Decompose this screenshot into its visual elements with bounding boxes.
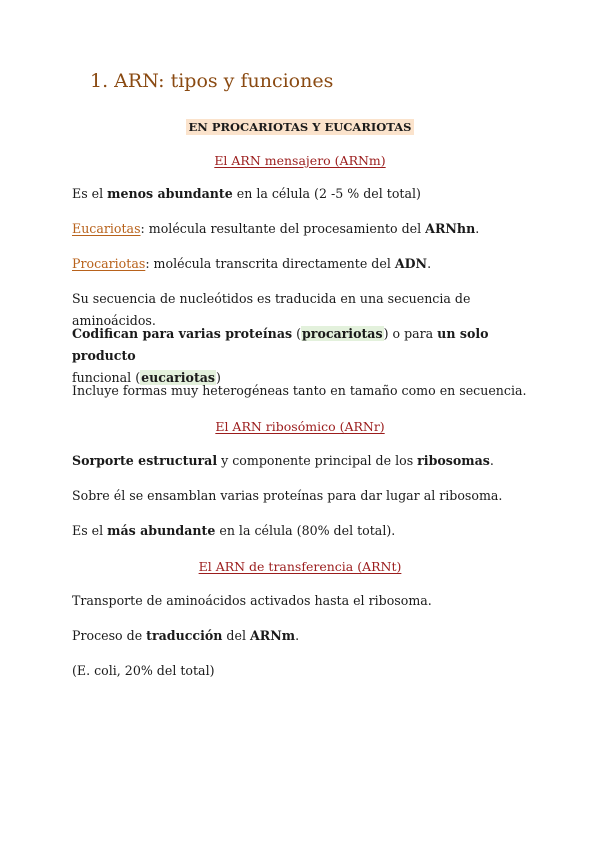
heading-arn-transferencia: El ARN de transferencia (ARNt): [198, 559, 402, 574]
paragraph-arnt-transporte: Transporte de aminoácidos activados hasta el ribosoma.: [72, 593, 432, 608]
text: Es el: [72, 523, 108, 538]
term-procariotas: Procariotas: [72, 256, 146, 271]
paragraph-arnr-soporte: [72, 450, 542, 472]
paragraph-arnm-abundance: [72, 183, 542, 205]
heading-row-arnr: [0, 416, 600, 435]
text: en la célula (2 -5 % del total): [232, 186, 421, 201]
heading-row-arnm: [0, 150, 600, 169]
text: del: [222, 628, 250, 643]
paragraph-arnr-ensamblan: Sobre él se ensamblan varias proteínas para dar lugar al ribosoma.: [72, 488, 503, 503]
paragraph-arnt-proceso: [72, 625, 542, 647]
bold-text: Codifican para varias proteínas: [72, 326, 293, 341]
text: .: [427, 256, 432, 271]
text: (: [292, 326, 301, 341]
text: Proceso de: [72, 628, 147, 643]
bold-text: ADN: [394, 256, 428, 271]
bold-text: Sorporte estructural: [72, 453, 218, 468]
bold-text: ARNm: [249, 628, 296, 643]
bold-text: más abundante: [107, 523, 216, 538]
highlight-procariotas: procariotas: [302, 326, 383, 341]
text: .: [475, 221, 480, 236]
bold-text: ARNhn: [425, 221, 476, 236]
paragraph-arnt-ecoli: (E. coli, 20% del total): [72, 663, 215, 678]
text: ): [216, 370, 221, 385]
banner-row: [0, 116, 600, 135]
paragraph-arnm-formas: Incluye formas muy heterogéneas tanto en tamaño como en secuencia.: [72, 383, 527, 398]
paragraph-arnm-procariotas: [72, 253, 542, 275]
heading-row-arnt: [0, 556, 600, 575]
bold-text: menos abundante: [107, 186, 233, 201]
paragraph-arnr-abundancia: [72, 520, 542, 542]
bold-text: un solo producto: [72, 326, 489, 363]
highlight-eucariotas: eucariotas: [141, 370, 216, 385]
paragraph-arnm-secuencia: Su secuencia de nucleótidos es traducida en una secuencia de aminoácidos.: [72, 291, 471, 328]
term-eucariotas: Eucariotas: [72, 221, 141, 236]
text: .: [489, 453, 494, 468]
text: Es el: [72, 186, 108, 201]
heading-arn-mensajero: El ARN mensajero (ARNm): [214, 153, 386, 168]
paragraph-arnm-eucariotas: [72, 218, 542, 240]
bold-text: traducción: [146, 628, 223, 643]
text: : molécula transcrita directamente del: [145, 256, 395, 271]
page-title: 1. ARN: tipos y funciones: [90, 70, 334, 92]
heading-arn-ribosomico: El ARN ribosómico (ARNr): [215, 419, 385, 434]
text: en la célula (80% del total).: [215, 523, 396, 538]
text: ) o para: [383, 326, 438, 341]
text: .: [295, 628, 300, 643]
text: y componente principal de los: [217, 453, 418, 468]
bold-text: ribosomas: [417, 453, 490, 468]
section-banner: EN PROCARIOTAS Y EUCARIOTAS: [186, 119, 415, 135]
text: : molécula resultante del procesamiento del: [140, 221, 426, 236]
text: funcional (: [72, 370, 141, 385]
